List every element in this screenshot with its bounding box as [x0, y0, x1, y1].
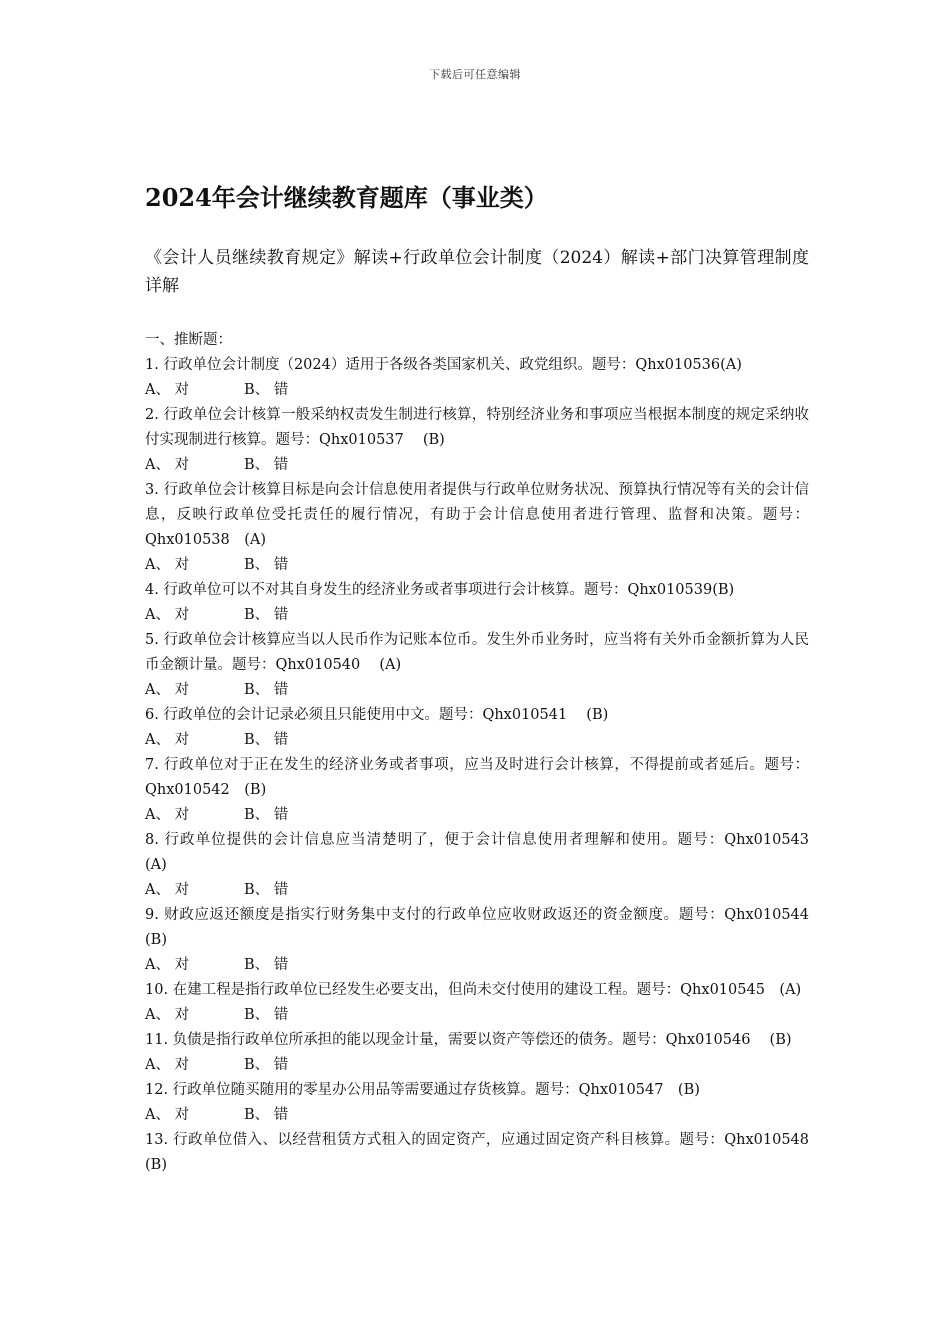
question-13: 13. 行政单位借入、以经营租赁方式租入的固定资产，应通过固定资产科目核算。题号：Qhx010548 (B)	[145, 1132, 829, 1173]
option-a: A、 对	[145, 957, 190, 973]
question-10-options	[145, 1003, 809, 1028]
section-heading: 一、推断题：	[145, 332, 232, 348]
option-b: B、 错	[244, 807, 289, 823]
question-5-options	[145, 678, 809, 703]
question-9-options	[145, 953, 809, 978]
question-6: 6. 行政单位的会计记录必须且只能使用中文。题号：Qhx010541 (B)	[145, 707, 609, 723]
question-1-options	[145, 378, 809, 403]
question-3-options	[145, 553, 809, 578]
question-9: 9. 财政应返还额度是指实行财务集中支付的行政单位应收财政返还的资金额度。题号：Qhx010544 (B)	[145, 907, 824, 948]
option-a: A、 对	[145, 807, 190, 823]
option-a: A、 对	[145, 1107, 190, 1123]
option-b: B、 错	[244, 557, 289, 573]
option-b: B、 错	[244, 457, 289, 473]
option-b: B、 错	[244, 607, 289, 623]
option-a: A、 对	[145, 557, 190, 573]
question-10: 10. 在建工程是指行政单位已经发生必要支出，但尚未交付使用的建设工程。题号：Qhx010545 (A)	[145, 982, 802, 998]
option-b: B、 错	[244, 382, 289, 398]
option-a: A、 对	[145, 1057, 190, 1073]
question-1: 1. 行政单位会计制度（2024）适用于各级各类国家机关、政党组织。题号：Qhx010536(A)	[145, 357, 742, 373]
option-a: A、 对	[145, 732, 190, 748]
option-b: B、 错	[244, 1107, 289, 1123]
option-b: B、 错	[244, 1057, 289, 1073]
option-b: B、 错	[244, 957, 289, 973]
option-a: A、 对	[145, 457, 190, 473]
option-a: A、 对	[145, 882, 190, 898]
option-b: B、 错	[244, 682, 289, 698]
option-a: A、 对	[145, 682, 190, 698]
document-title: 2024年会计继续教育题库（事业类）	[145, 183, 548, 212]
question-12-options	[145, 1103, 809, 1128]
question-6-options	[145, 728, 809, 753]
option-b: B、 错	[244, 732, 289, 748]
question-5: 5. 行政单位会计核算应当以人民币作为记账本位币。发生外币业务时，应当将有关外币金额折算为人民币金额计量。题号：Qhx010540 (A)	[145, 632, 809, 673]
question-8-options	[145, 878, 809, 903]
option-b: B、 错	[244, 882, 289, 898]
document-body	[145, 180, 829, 1178]
question-8: 8. 行政单位提供的会计信息应当清楚明了，便于会计信息使用者理解和使用。题号：Qhx010543 (A)	[145, 832, 829, 873]
option-a: A、 对	[145, 382, 190, 398]
question-11: 11. 负债是指行政单位所承担的能以现金计量，需要以资产等偿还的债务。题号：Qhx010546 (B)	[145, 1032, 792, 1048]
question-11-options	[145, 1053, 809, 1078]
option-a: A、 对	[145, 1007, 190, 1023]
question-4-options	[145, 603, 809, 628]
question-7: 7. 行政单位对于正在发生的经济业务或者事项，应当及时进行会计核算，不得提前或者延后。题号：Qhx010542 (B)	[145, 757, 809, 798]
question-2: 2. 行政单位会计核算一般采纳权责发生制进行核算，特别经济业务和事项应当根据本制度的规定采纳收付实现制进行核算。题号：Qhx010537 (B)	[145, 407, 809, 448]
question-12: 12. 行政单位随买随用的零星办公用品等需要通过存货核算。题号：Qhx010547 (B)	[145, 1082, 700, 1098]
question-4: 4. 行政单位可以不对其自身发生的经济业务或者事项进行会计核算。题号：Qhx010539(B)	[145, 582, 735, 598]
question-7-options	[145, 803, 809, 828]
option-a: A、 对	[145, 607, 190, 623]
document-subtitle: 《会计人员继续教育规定》解读+行政单位会计制度（2024）解读+部门决算管理制度详解	[145, 248, 809, 296]
question-2-options	[145, 453, 809, 478]
question-3: 3. 行政单位会计核算目标是向会计信息使用者提供与行政单位财务状况、预算执行情况等有关的会计信息，反映行政单位受托责任的履行情况，有助于会计信息使用者进行管理、监督和决策。题号：Qhx010538 (A)	[145, 482, 809, 548]
option-b: B、 错	[244, 1007, 289, 1023]
header-note: 下载后可任意编辑	[429, 68, 521, 81]
